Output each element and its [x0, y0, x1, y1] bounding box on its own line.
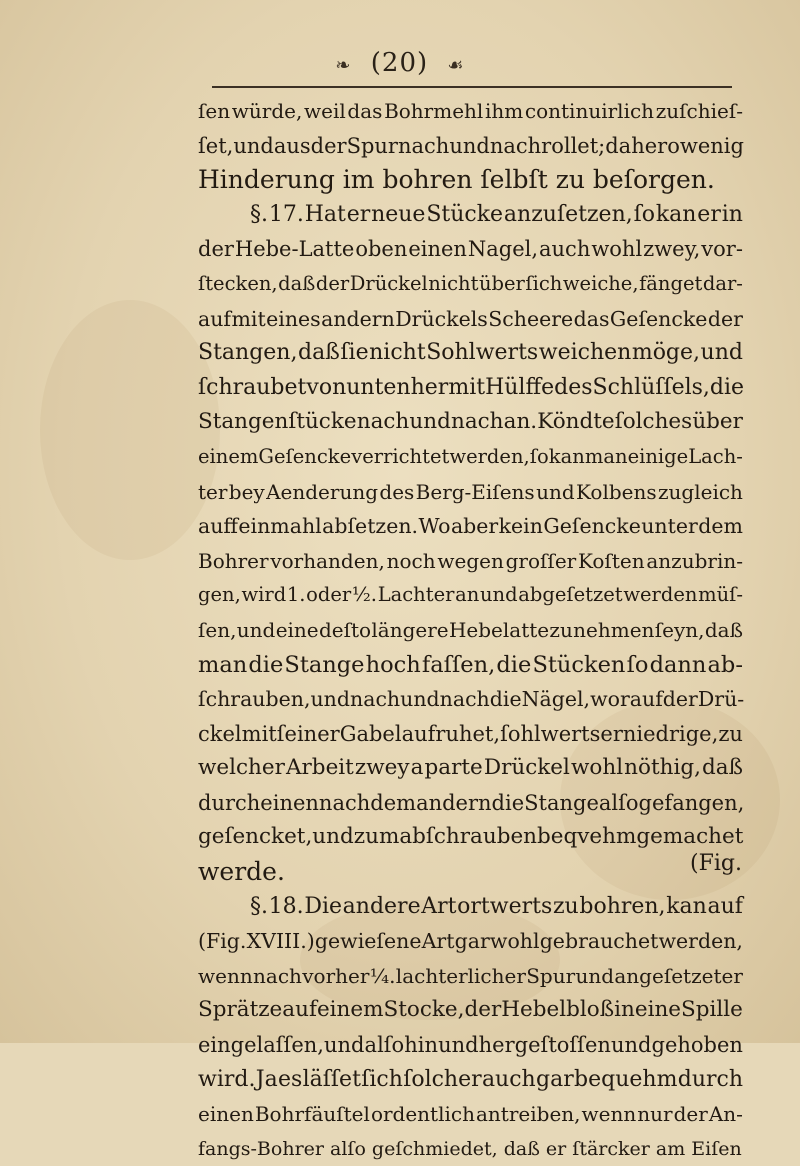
text-line: gen, wird 1. oder ½. Lachter an und abgeſetzet werden müſ-	[198, 583, 743, 607]
text-line: einem Geſencke verrichtet werden, ſo kan man einige Lach-	[198, 444, 743, 468]
text-line: ſchraubet von unten her mit Hülffe des Schlüſſels, die	[198, 374, 745, 400]
header-rule	[212, 86, 732, 88]
text-line: ſet, und aus der Spur nach und nach rollet; dahero wenig	[198, 133, 744, 158]
text-line: fangs-Bohrer alſo geſchmiedet, daß er ſtärcker am Eiſen	[198, 1137, 742, 1160]
page-header	[0, 48, 800, 78]
text-line: ckel mit ſeiner Gabel aufruhet, ſohlwerts erniedrige, zu	[198, 721, 743, 746]
ornament-left-icon: ❧	[335, 55, 352, 76]
text-line: ter bey Aenderung des Berg-Eiſens und Kolbens zugleich	[198, 479, 743, 504]
body-text	[198, 94, 743, 1166]
page-number: (20)	[370, 48, 429, 78]
text-line: Stangen, daß ſie nicht Sohlwerts weichen möge, und	[198, 340, 743, 366]
text-line: eingelaſſen, und alſo hin und her geſtoſſen und gehoben	[198, 1033, 743, 1058]
text-line: geſencket, und zum abſchrauben beqvehm gemachet	[198, 824, 744, 850]
text-line: ſtecken, daß der Drückel nicht über ſich weiche, fänget dar-	[198, 271, 743, 295]
text-line: wenn nach vorher ¼. lachterlicher Spur und angeſetzeter	[198, 963, 743, 988]
text-line: durch einen nach dem andern die Stange alſo gefangen,	[198, 790, 745, 815]
text-line: werde.	[198, 857, 285, 887]
text-line: der Hebe-Latte oben einen Nagel, auch wohl zwey, vor-	[198, 237, 743, 262]
text-line: Hinderung im bohren ſelbſt zu beſorgen.	[198, 165, 715, 195]
paper-stain	[40, 300, 220, 560]
catchword: (Fig.	[690, 851, 742, 876]
text-line: §. 18. Die andere Art ortwerts zu bohren, kan auf	[250, 893, 743, 919]
text-line: auf mit eines andern Drückels Scheere das Geſencke der	[198, 306, 743, 331]
ornament-right-icon: ☙	[447, 55, 465, 76]
text-line: ſen würde, weil das Bohrmehl ihm continuirlich zuſchieſ-	[198, 99, 743, 123]
text-line: §. 17. Hat er neue Stücke anzuſetzen, ſo kan er in	[250, 201, 743, 227]
text-line: Stangenſtücke nach und nach an. Köndte ſolches über	[198, 409, 743, 435]
text-line: welcher Arbeit zwey a parte Drückel wohl nöthig, daß	[198, 755, 743, 781]
text-line: Sprätze auf einem Stocke, der Hebel bloß in eine Spille	[198, 997, 743, 1023]
text-line: (Fig. XVIII.) gewieſene Art gar wohl gebrauchet werden,	[198, 929, 743, 954]
text-line: ſen, und eine deſto längere Hebelatte zu nehmen ſeyn, daß	[198, 617, 743, 642]
text-line: einen Bohrfäuſtel ordentlich antreiben, wenn nur der An-	[198, 1102, 743, 1127]
text-line: auff einmahl abſetzen. Wo aber kein Geſencke unter dem	[198, 514, 743, 539]
text-line: ſchrauben, und nach und nach die Nägel, worauf der Drü-	[198, 687, 745, 712]
text-line: wird. Ja es läſſet ſich ſolcher auch gar bequehm durch	[198, 1066, 743, 1092]
text-line: man die Stange hoch faſſen, die Stücken ſo dann ab-	[198, 651, 743, 678]
text-line: Bohrer vorhanden, noch wegen groſſer Koſten anzubrin-	[198, 548, 743, 573]
